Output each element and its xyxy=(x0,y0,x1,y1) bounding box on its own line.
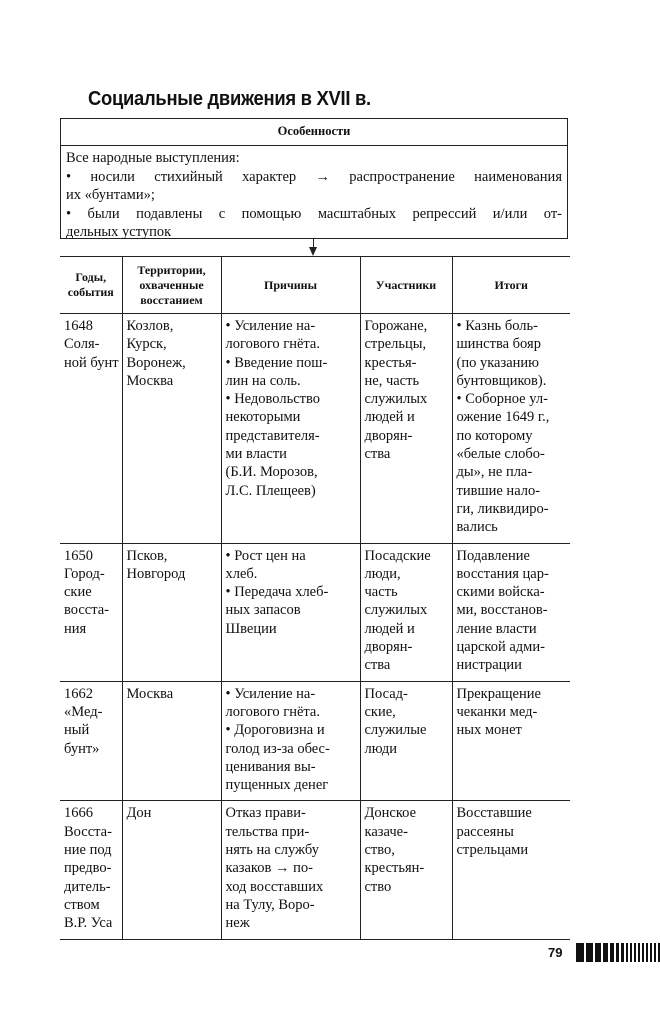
cell-line: Отказ прави- xyxy=(225,805,306,822)
cell-line: ной бунт xyxy=(64,354,119,371)
cell-line: представителя- xyxy=(225,427,320,444)
cell-line: неж xyxy=(225,915,250,932)
header-line: Территории, xyxy=(137,262,206,277)
cell-line: дворян- xyxy=(364,427,413,444)
page-title: Социальные движения в XVII в. xyxy=(88,88,371,110)
header-line: Годы, xyxy=(75,270,107,284)
cell-line: ги, ликвидиро- xyxy=(456,500,549,517)
cell-line: ных запасов xyxy=(225,602,301,619)
features-line: их «бунтами»; xyxy=(66,187,155,203)
cell-line: Москва xyxy=(126,685,174,702)
page-number: 79 xyxy=(548,945,563,960)
cell-line: голод из-за обес- xyxy=(225,740,330,757)
cell-line: рассеяны xyxy=(456,823,514,840)
header-line: Участники xyxy=(375,277,437,292)
results-cell xyxy=(452,681,570,801)
cell-line: служилых xyxy=(364,391,428,408)
cell-line: 1666 xyxy=(64,805,93,822)
cell-line: люди, xyxy=(364,565,401,582)
causes-cell xyxy=(221,543,360,681)
cell-line: ми, восстанов- xyxy=(456,602,548,619)
cell-line: часть xyxy=(364,584,398,601)
causes-cell xyxy=(221,681,360,801)
cell-line: восста- xyxy=(64,602,110,619)
cell-line: чеканки мед- xyxy=(456,703,538,720)
header-participants xyxy=(360,257,452,314)
features-box xyxy=(60,118,568,239)
features-body xyxy=(61,146,567,242)
cell-line: Воронеж, xyxy=(126,354,186,371)
cell-line: ценивания вы- xyxy=(225,758,316,775)
features-header: Особенности xyxy=(61,119,567,146)
cell-line: ный xyxy=(64,722,90,739)
cell-line: Швеции xyxy=(225,620,277,637)
cell-line: логового гнёта. xyxy=(225,703,320,720)
header-causes xyxy=(221,257,360,314)
cell-line: крестьян- xyxy=(364,860,425,877)
cell-line: • Усиление на- xyxy=(225,318,316,334)
cell-line: Восста- xyxy=(64,823,112,840)
cell-line: Прекращение xyxy=(456,685,541,702)
table-body xyxy=(60,314,570,940)
cell-line: Л.С. Плещеев) xyxy=(225,482,316,499)
cell-line: ход восставших xyxy=(225,878,324,895)
cell-line: крестья- xyxy=(364,354,417,371)
cell-line: стрельцами xyxy=(456,842,529,859)
cell-line: • Рост цен на xyxy=(225,547,306,564)
cell-line: служилые xyxy=(364,722,427,739)
cell-line: Город- xyxy=(64,565,105,582)
cell-line: (Б.И. Морозов, xyxy=(225,464,318,481)
barcode-strip xyxy=(576,943,660,962)
cell-line: Подавление xyxy=(456,547,530,564)
cell-line: скими войска- xyxy=(456,584,545,601)
uprisings-table xyxy=(60,256,570,940)
cell-line: тившие нало- xyxy=(456,482,541,499)
cell-line: Посад- xyxy=(364,685,408,702)
cell-line: хлеб. xyxy=(225,565,258,582)
cell-line: бунтовщиков). xyxy=(456,372,547,389)
cell-line: ление власти xyxy=(456,620,537,637)
cell-line: Донское xyxy=(364,805,417,822)
table-row xyxy=(60,314,570,544)
cell-line: дворян- xyxy=(364,639,413,656)
cell-line: люди xyxy=(364,740,397,757)
participants-cell xyxy=(360,801,452,939)
results-cell xyxy=(452,314,570,544)
cell-line: нять на службу xyxy=(225,842,319,859)
cell-line: • Введение пош- xyxy=(225,354,328,371)
causes-cell xyxy=(221,314,360,544)
cell-line: предво- xyxy=(64,860,112,877)
features-line: • были подавлены с помощью масштабных репрессий и/или от- xyxy=(66,205,562,222)
cell-line: царской адми- xyxy=(456,639,545,656)
cell-line: дитель- xyxy=(64,878,111,895)
cell-line: Дон xyxy=(126,805,152,822)
header-line: события xyxy=(67,285,114,299)
table-header-row xyxy=(60,257,570,314)
cell-line: 1650 xyxy=(64,547,93,564)
cell-line: Псков, xyxy=(126,547,168,564)
cell-line: ством xyxy=(64,896,100,913)
cell-line: людей и xyxy=(364,409,415,426)
cell-line: • Дороговизна и xyxy=(225,722,325,739)
cell-line: ские xyxy=(64,584,92,601)
cell-line: «белые слобо- xyxy=(456,446,545,463)
cell-line: • Передача хлеб- xyxy=(225,584,329,601)
cell-line: восстания цар- xyxy=(456,565,549,582)
years-cell xyxy=(60,801,122,939)
territories-cell xyxy=(122,801,221,939)
cell-line: • Недовольство xyxy=(225,391,320,408)
participants-cell xyxy=(360,314,452,544)
header-territories xyxy=(122,257,221,314)
header-line: Причины xyxy=(264,277,317,292)
cell-line: тельства при- xyxy=(225,823,310,840)
results-cell xyxy=(452,543,570,681)
cell-line: пущенных денег xyxy=(225,777,329,794)
cell-line: ские, xyxy=(364,703,396,720)
cell-line: Новгород xyxy=(126,565,186,582)
cell-line: Соля- xyxy=(64,336,100,353)
cell-line: Курск, xyxy=(126,336,167,353)
table-row xyxy=(60,801,570,939)
header-results xyxy=(452,257,570,314)
cell-line: казаков → по- xyxy=(225,860,313,877)
years-cell xyxy=(60,681,122,801)
header-line: охваченные xyxy=(139,277,204,292)
cell-line: 1662 xyxy=(64,685,93,702)
cell-line: на Тулу, Воро- xyxy=(225,896,315,913)
causes-cell xyxy=(221,801,360,939)
cell-line: бунт» xyxy=(64,740,100,757)
cell-line: ства xyxy=(364,446,391,463)
cell-line: казаче- xyxy=(364,823,408,840)
cell-line: ды», не пла- xyxy=(456,464,533,481)
participants-cell xyxy=(360,681,452,801)
territories-cell xyxy=(122,314,221,544)
features-line: дельных уступок xyxy=(66,224,172,240)
years-cell xyxy=(60,314,122,544)
cell-line: ства xyxy=(364,657,391,674)
cell-line: В.Р. Уса xyxy=(64,915,113,932)
territories-cell xyxy=(122,543,221,681)
participants-cell xyxy=(360,543,452,681)
table-row xyxy=(60,543,570,681)
cell-line: «Мед- xyxy=(64,703,103,720)
cell-line: ожение 1649 г., xyxy=(456,409,550,426)
cell-line: ние под xyxy=(64,842,112,859)
cell-line: служилых xyxy=(364,602,428,619)
cell-line: Москва xyxy=(126,372,174,389)
territories-cell xyxy=(122,681,221,801)
cell-line: ных монет xyxy=(456,722,522,739)
cell-line: Козлов, xyxy=(126,318,174,334)
cell-line: Горожане, xyxy=(364,318,428,334)
cell-line: 1648 xyxy=(64,318,93,334)
results-cell xyxy=(452,801,570,939)
header-line: восстанием xyxy=(140,292,203,307)
cell-line: • Казнь боль- xyxy=(456,318,538,334)
cell-line: • Усиление на- xyxy=(225,685,316,702)
features-line: Все народные выступления: xyxy=(66,150,240,166)
features-line: • носили стихийный характер → распространение наименования xyxy=(66,168,562,185)
down-arrow-icon xyxy=(309,247,317,256)
cell-line: ство xyxy=(364,878,392,895)
cell-line: людей и xyxy=(364,620,415,637)
cell-line: не, часть xyxy=(364,372,420,389)
cell-line: лин на соль. xyxy=(225,372,301,389)
cell-line: по которому xyxy=(456,427,533,444)
cell-line: ния xyxy=(64,620,87,637)
cell-line: вались xyxy=(456,519,498,536)
cell-line: Восставшие xyxy=(456,805,532,822)
cell-line: логового гнёта. xyxy=(225,336,320,353)
table-row xyxy=(60,681,570,801)
cell-line: Посадские xyxy=(364,547,431,564)
cell-line: нистрации xyxy=(456,657,522,674)
cell-line: шинства бояр xyxy=(456,336,541,353)
header-years xyxy=(60,257,122,314)
cell-line: ми власти xyxy=(225,446,287,463)
header-line: Итоги xyxy=(494,277,528,292)
cell-line: (по указанию xyxy=(456,354,539,371)
cell-line: ство, xyxy=(364,842,395,859)
cell-line: стрельцы, xyxy=(364,336,427,353)
cell-line: некоторыми xyxy=(225,409,301,426)
cell-line: • Соборное ул- xyxy=(456,391,548,408)
years-cell xyxy=(60,543,122,681)
